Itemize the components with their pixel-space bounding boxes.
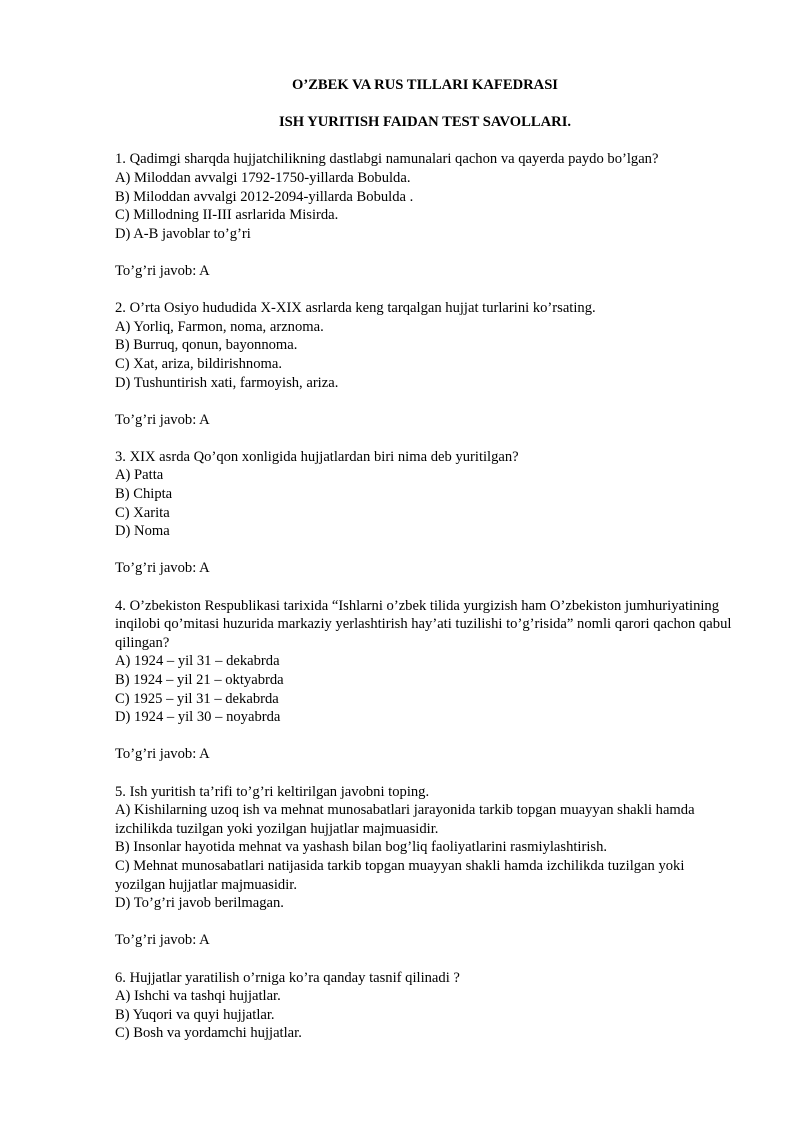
correct-answer: To’g’ri javob: A bbox=[115, 932, 210, 949]
option-b: B) Miloddan avvalgi 2012-2094-yillarda Bobulda . bbox=[115, 188, 414, 205]
option-a: A) Patta bbox=[115, 467, 164, 484]
option-c: C) Mehnat munosabatlari natijasida tarkib topgan muayyan shakli hamda izchilikda tuzilgan yoki yozilgan hujjatlar majmuasidir. bbox=[115, 857, 685, 893]
question-1 bbox=[115, 150, 735, 280]
option-c: C) Xarita bbox=[115, 504, 170, 521]
question-6 bbox=[115, 969, 735, 1043]
option-d: D) 1924 – yil 30 – noyabrda bbox=[115, 709, 281, 726]
option-c: C) Millodning II-III asrlarida Misirda. bbox=[115, 207, 339, 224]
correct-answer: To’g’ri javob: A bbox=[115, 411, 210, 428]
question-text: 6. Hujjatlar yaratilish o’rniga ko’ra qanday tasnif qilinadi ? bbox=[115, 969, 460, 986]
option-b: B) Insonlar hayotida mehnat va yashash bilan bog’liq faoliyatlarini rasmiylashtirish. bbox=[115, 839, 608, 856]
option-c: C) Bosh va yordamchi hujjatlar. bbox=[115, 1025, 302, 1042]
question-3 bbox=[115, 448, 735, 578]
question-5 bbox=[115, 783, 735, 950]
option-a: A) Miloddan avvalgi 1792-1750-yillarda Bobulda. bbox=[115, 169, 411, 186]
option-a: A) 1924 – yil 31 – dekabrda bbox=[115, 653, 280, 670]
option-a: A) Yorliq, Farmon, noma, arznoma. bbox=[115, 318, 324, 335]
option-b: B) Chipta bbox=[115, 486, 173, 503]
document-subtitle: ISH YURITISH FAIDAN TEST SAVOLLARI. bbox=[278, 114, 572, 131]
question-text: 3. XIX asrda Qo’qon xonligida hujjatlardan biri nima deb yuritilgan? bbox=[115, 448, 519, 465]
question-4 bbox=[115, 597, 735, 764]
option-b: B) Burruq, qonun, bayonnoma. bbox=[115, 337, 298, 354]
option-d: D) Tushuntirish xati, farmoyish, ariza. bbox=[115, 374, 339, 391]
document-title: O’ZBEK VA RUS TILLARI KAFEDRASI bbox=[291, 77, 558, 93]
option-c: C) Xat, ariza, bildirishnoma. bbox=[115, 355, 282, 372]
question-text: 5. Ish yuritish ta’rifi to’g’ri keltirilgan javobni toping. bbox=[115, 783, 430, 800]
option-d: D) To’g’ri javob berilmagan. bbox=[115, 895, 284, 912]
question-text: 1. Qadimgi sharqda hujjatchilikning dastlabgi namunalari qachon va qayerda paydo bo’lgan? bbox=[115, 151, 659, 168]
correct-answer: To’g’ri javob: A bbox=[115, 746, 210, 763]
option-b: B) 1924 – yil 21 – oktyabrda bbox=[115, 672, 284, 688]
option-b: B) Yuqori va quyi hujjatlar. bbox=[115, 1006, 275, 1023]
option-a: A) Kishilarning uzoq ish va mehnat munosabatlari jarayonida tarkib topgan muayyan shakli hamda izchilikda tuzilgan yoki yozilgan hujjatlar majmuasidir. bbox=[115, 802, 695, 837]
question-text: 2. O’rta Osiyo hududida X-XIX asrlarda keng tarqalgan hujjat turlarini ko’rsating. bbox=[115, 300, 596, 317]
option-d: D) A-B javoblar to’g’ri bbox=[115, 225, 251, 242]
option-d: D) Noma bbox=[115, 523, 170, 540]
question-text: 4. O’zbekiston Respublikasi tarixida “Ishlarni o’zbek tilida yurgizish ham O’zbekiston jumhuriyatining inqilobi qo’mitasi huzurida markaziy yerlashtirish hay’ati tuzilishi to’g’risida” nomli qarori qachon qabul qilingan? bbox=[115, 597, 732, 651]
document-page bbox=[115, 76, 735, 1061]
correct-answer: To’g’ri javob: A bbox=[115, 560, 210, 577]
option-c: C) 1925 – yil 31 – dekabrda bbox=[115, 690, 279, 707]
option-a: A) Ishchi va tashqi hujjatlar. bbox=[115, 988, 281, 1005]
question-2 bbox=[115, 299, 735, 429]
correct-answer: To’g’ri javob: A bbox=[115, 262, 210, 279]
